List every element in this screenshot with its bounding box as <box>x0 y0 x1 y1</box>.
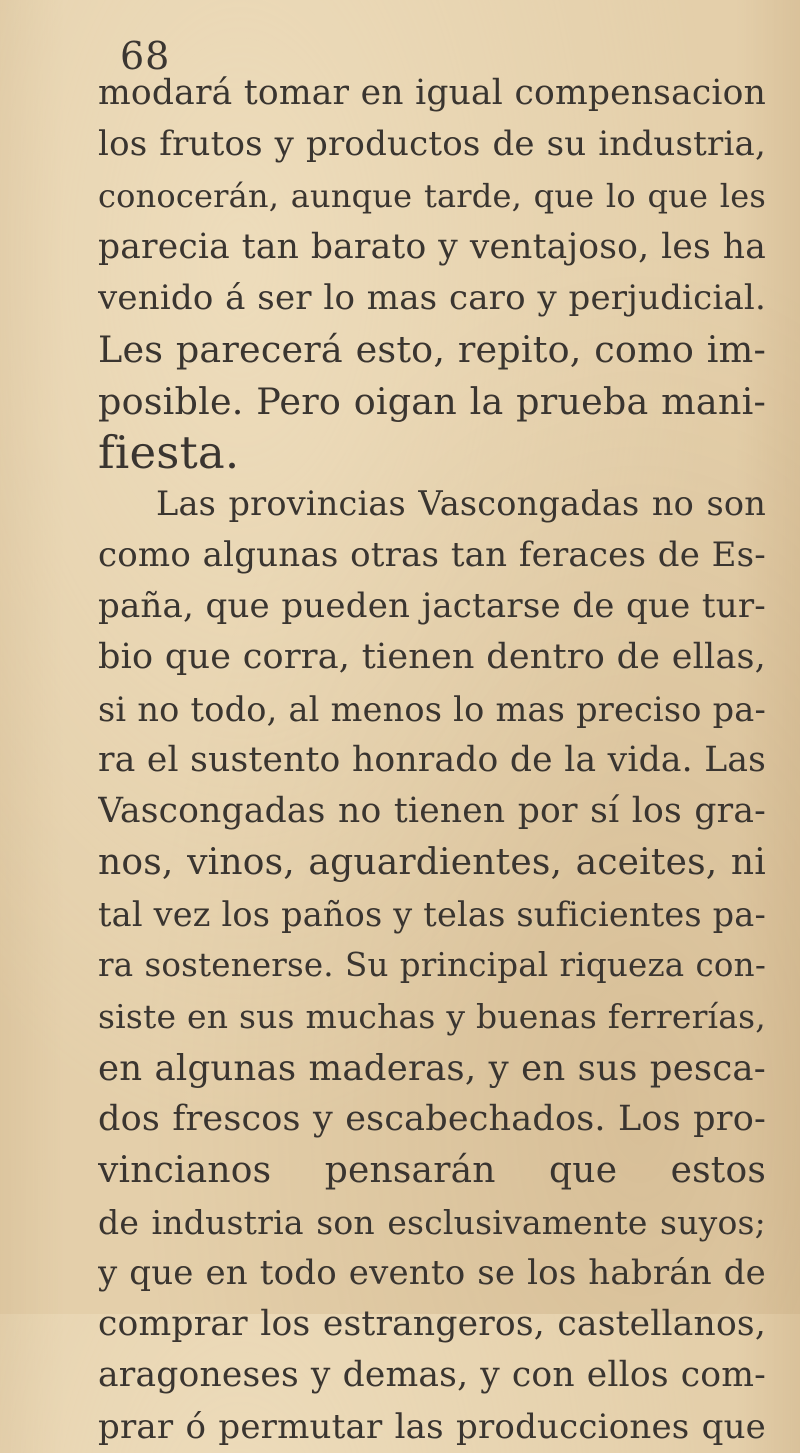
text-line: Les parecerá esto, repito, como im- <box>98 328 766 372</box>
text-line: modará tomar en igual compensacion <box>98 73 766 113</box>
text-line: aragoneses y demas, y con ellos com- <box>98 1355 766 1396</box>
text-line: si no todo, al menos lo mas preciso pa- <box>98 689 766 729</box>
text-line: venido á ser lo mas caro y perjudicial. <box>98 278 766 319</box>
text-line: paña, que pueden jactarse de que tur- <box>98 585 766 626</box>
text-line: comprar los estrangeros, castellanos, <box>98 1304 766 1345</box>
text-line: dos frescos y escabechados. Los pro- <box>98 1098 766 1139</box>
text-line: parecia tan barato y ventajoso, les ha <box>98 226 766 267</box>
text-line: posible. Pero oigan la prueba mani- <box>98 379 766 423</box>
text-line: y que en todo evento se los habrán de <box>98 1252 766 1293</box>
text-line: ra el sustento honrado de la vida. Las <box>98 739 766 780</box>
text-line: conocerán, aunque tarde, que lo que les <box>98 176 766 215</box>
text-line: vincianos pensarán que estos <box>98 1150 766 1192</box>
text-line: ra sostenerse. Su principal riqueza con- <box>98 946 766 985</box>
text-line: los frutos y productos de su industria, <box>98 124 766 165</box>
text-line: en algunas maderas, y en sus pesca- <box>98 1047 766 1089</box>
text-line: tal vez los paños y telas suficientes pa- <box>98 894 766 934</box>
text-line: nos, vinos, aguardientes, aceites, ni <box>98 842 766 884</box>
text-line: como algunas otras tan feraces de Es- <box>98 534 766 575</box>
text-line: Las provincias Vascongadas no son <box>156 484 766 524</box>
text-line: fiesta. <box>98 426 240 480</box>
text-line: prar ó permutar las producciones que <box>98 1406 766 1447</box>
page-number: 68 <box>120 34 171 78</box>
text-line: de industria son esclusivamente suyos; <box>98 1202 766 1242</box>
text-line: siste en sus muchas y buenas ferrerías, <box>98 997 766 1037</box>
body-text <box>98 68 766 1453</box>
text-line: Vascongadas no tienen por sí los gra- <box>98 791 766 832</box>
text-line: bio que corra, tienen dentro de ellas, <box>98 637 766 678</box>
